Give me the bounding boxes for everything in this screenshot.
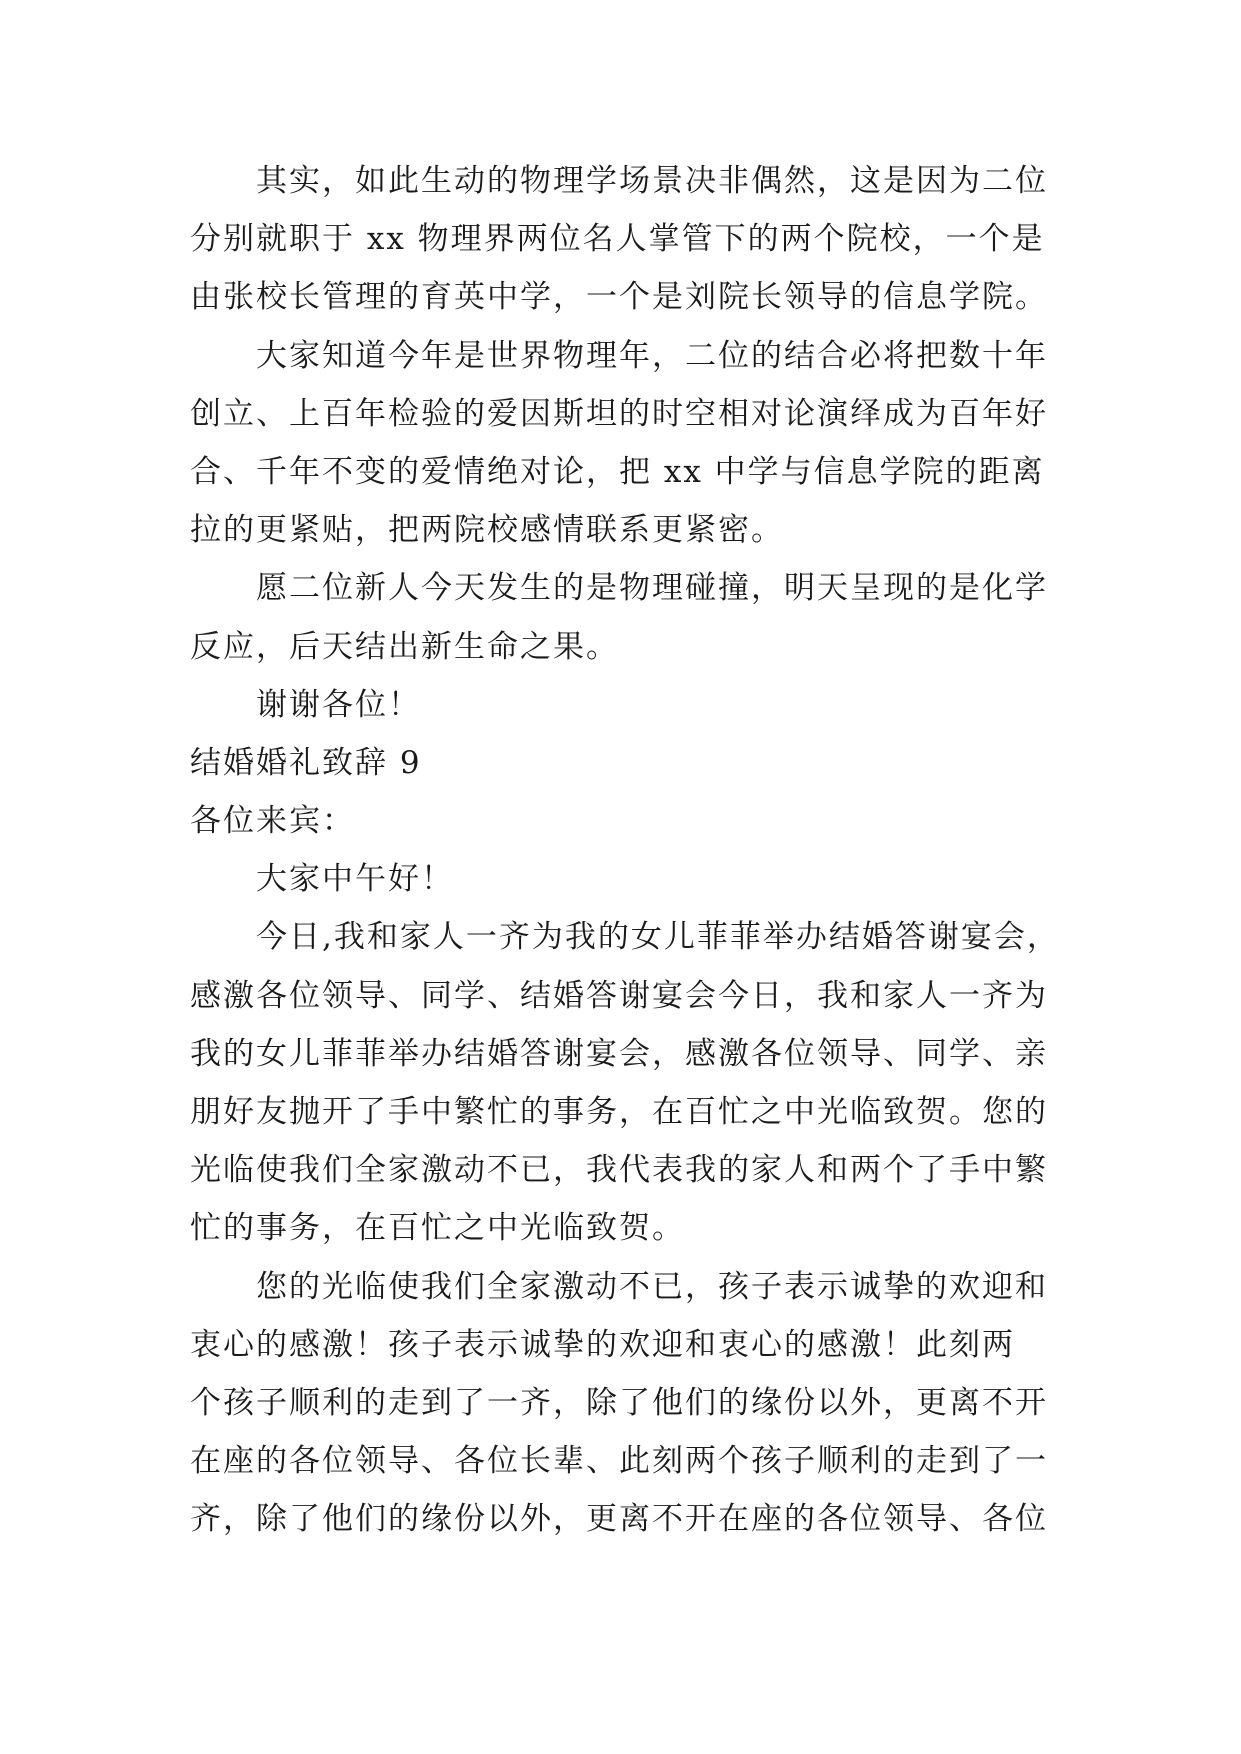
text-line: 衷心的感激！孩子表示诚挚的欢迎和衷心的感激！此刻两 (190, 1326, 1015, 1363)
text-line: 朋好友抛开了手中繁忙的事务，在百忙之中光临致贺。您的 (190, 1094, 1048, 1130)
text-line: 个孩子顺利的走到了一齐，除了他们的缘份以外，更离不开 (190, 1384, 1048, 1421)
text-line: 愿二位新人今天发生的是物理碰撞，明天呈现的是化学 (256, 570, 1048, 607)
text-line: 其实，如此生动的物理学场景决非偶然，这是因为二位 (256, 163, 1048, 199)
text-line: 由张校长管理的育英中学，一个是刘院长领导的信息学院。 (190, 279, 1048, 316)
text-line: 今日,我和家人一齐为我的女儿菲菲举办结婚答谢宴会， (256, 919, 1060, 956)
text-line: 反应，后天结出新生命之果。 (190, 628, 619, 665)
text-line: 忙的事务，在百忙之中光临致贺。 (190, 1210, 685, 1247)
text-line: 合、千年不变的爱情绝对论，把 xx 中学与信息学院的距离 (190, 453, 1045, 490)
text-line: 齐，除了他们的缘份以外，更离不开在座的各位领导、各位 (190, 1501, 1048, 1538)
text-line: 您的光临使我们全家激动不已，孩子表示诚挚的欢迎和 (256, 1268, 1048, 1305)
text-line: 拉的更紧贴，把两院校感情联系更紧密。 (190, 512, 784, 549)
text-line: 感激各位领导、同学、结婚答谢宴会今日，我和家人一齐为 (190, 977, 1048, 1014)
greeting: 大家中午好！ (256, 861, 454, 898)
document-body (190, 152, 1070, 1549)
salutation: 各位来宾： (190, 803, 355, 840)
text-line: 大家知道今年是世界物理年，二位的结合必将把数十年 (256, 337, 1048, 374)
text-line: 光临使我们全家激动不已，我代表我的家人和两个了手中繁 (190, 1152, 1048, 1189)
text-line: 谢谢各位！ (256, 686, 421, 723)
text-line: 在座的各位领导、各位长辈、此刻两个孩子顺利的走到了一 (190, 1443, 1048, 1480)
text-line: 创立、上百年检验的爱因斯坦的时空相对论演绎成为百年好 (190, 395, 1048, 432)
section-heading: 结婚婚礼致辞 9 (190, 744, 422, 781)
text-line: 分别就职于 xx 物理界两位名人掌管下的两个院校，一个是 (190, 221, 1045, 258)
text-line: 我的女儿菲菲举办结婚答谢宴会，感激各位领导、同学、亲 (190, 1035, 1048, 1072)
